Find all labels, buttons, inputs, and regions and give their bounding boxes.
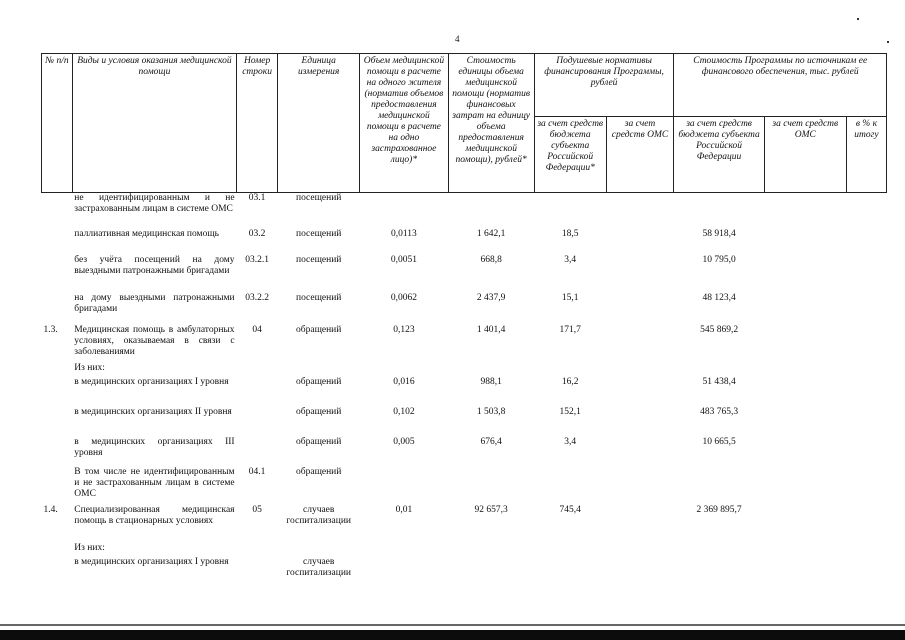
table-body (42, 193, 887, 583)
header-volume: Объем медицинской помощи в расчете на одного жителя (норматив объемов предоставления медицинской помощи в расчете на одно застрахованное лицо)* (360, 54, 448, 193)
cell-volume: 0,0051 (390, 254, 417, 265)
cell-unit (278, 363, 360, 377)
cell-cost: 1 642,1 (476, 228, 506, 239)
cell-name: в медицинских организациях I уровня (74, 376, 229, 387)
cell-row: 03.2 (248, 228, 266, 239)
cell-norm-budget: 171,7 (559, 324, 581, 335)
cell-program-budget: 483 765,3 (700, 406, 739, 417)
page-number: 4 (455, 34, 460, 44)
cell-cost: 676,4 (480, 436, 502, 447)
cell-num (42, 193, 73, 229)
cell-num (42, 437, 73, 467)
cell-name: без учёта посещений на дому выездными патронажными бригадами (74, 254, 235, 276)
cell-name: в медицинских организациях II уровня (74, 406, 232, 417)
table-row (42, 255, 887, 293)
cell-volume (360, 543, 448, 557)
cell-norm-budget: 3,4 (564, 436, 577, 447)
table-row (42, 377, 887, 407)
cell-norm-budget (534, 543, 606, 557)
cell-unit (278, 543, 360, 557)
header-norms-oms: за счет средств ОМС (606, 117, 674, 193)
header-norms: Подушевые нормативы финансирования Программы, рублей (534, 54, 674, 117)
cell-cost (448, 557, 534, 583)
cell-num: 1.4. (43, 504, 58, 515)
cell-name: паллиативная медицинская помощь (74, 228, 219, 239)
cell-norm-budget (534, 557, 606, 583)
cell-cost: 1 503,8 (476, 406, 506, 417)
cell-unit: обращений (296, 436, 342, 447)
header-program-budget: за счет средств бюджета субъекта Российской Федерации (674, 117, 764, 193)
scan-speck (857, 18, 859, 20)
cell-name: Специализированная медицинская помощь в стационарных условиях (74, 504, 235, 526)
cell-row (237, 437, 278, 467)
header-num: № п/п (42, 54, 73, 193)
cell-norm-budget: 745,4 (559, 504, 581, 515)
cell-volume (360, 363, 448, 377)
cell-row (237, 363, 278, 377)
cell-program-budget: 545 869,2 (700, 324, 739, 335)
cell-volume (360, 557, 448, 583)
cell-row: 05 (252, 504, 262, 515)
cell-num (42, 557, 73, 583)
header-program-oms: за счет средств ОМС (764, 117, 846, 193)
cell-row (237, 543, 278, 557)
cell-volume: 0,102 (393, 406, 415, 417)
cell-name: не идентифицированным и не застрахованным лицам в системе ОМС (74, 193, 235, 214)
header-kind: Виды и условия оказания медицинской помощи (72, 54, 236, 193)
cell-volume (360, 467, 448, 505)
cell-unit: посещений (295, 228, 342, 239)
cell-row (237, 557, 278, 583)
scan-edge-line (0, 624, 905, 626)
cell-unit: посещений (295, 292, 342, 303)
table-row (42, 467, 887, 505)
financing-table (41, 53, 887, 583)
cell-unit: обращений (296, 466, 342, 477)
cell-volume: 0,123 (393, 324, 415, 335)
header-program-pct: в % к итогу (846, 117, 886, 193)
cell-cost (448, 467, 534, 505)
cell-program-budget: 58 918,4 (702, 228, 736, 239)
cell-row: 03.2.2 (245, 292, 269, 303)
table-row (42, 505, 887, 543)
cell-row (237, 377, 278, 407)
cell-program-budget: 48 123,4 (702, 292, 736, 303)
cell-program-budget (674, 193, 764, 229)
cell-num (42, 293, 73, 325)
cell-norm-budget (534, 193, 606, 229)
table-row (42, 325, 887, 363)
table-row (42, 363, 887, 377)
table-row (42, 293, 887, 325)
scan-edge-bar (0, 630, 905, 640)
table-row (42, 407, 887, 437)
cell-name: на дому выездными патронажными бригадами (74, 292, 235, 314)
cell-name: В том числе не идентифицированным и не застрахованным лицам в системе ОМС (74, 466, 235, 499)
cell-row: 03.2.1 (245, 254, 269, 265)
cell-volume (360, 193, 448, 229)
header-program: Стоимость Программы по источникам ее финансового обеспечения, тыс. рублей (674, 54, 887, 117)
cell-cost: 988,1 (480, 376, 502, 387)
cell-unit: случаев госпитализации (286, 504, 352, 526)
cell-num (42, 229, 73, 255)
cell-cost: 2 437,9 (476, 292, 506, 303)
cell-cost (448, 193, 534, 229)
cell-num (42, 543, 73, 557)
cell-volume: 0,0113 (391, 228, 417, 239)
cell-volume: 0,005 (393, 436, 415, 447)
cell-unit: обращений (296, 324, 342, 335)
cell-program-budget (674, 363, 764, 377)
cell-norm-budget: 16,2 (561, 376, 579, 387)
cell-cost: 668,8 (480, 254, 502, 265)
cell-volume: 0,01 (395, 504, 413, 515)
cell-num (42, 467, 73, 505)
cell-name: Из них: (74, 362, 105, 373)
cell-unit: обращений (296, 406, 342, 417)
cell-cost: 1 401,4 (476, 324, 506, 335)
table-row (42, 193, 887, 229)
cell-norm-budget: 15,1 (561, 292, 579, 303)
cell-num (42, 377, 73, 407)
cell-cost: 92 657,3 (474, 504, 508, 515)
cell-norm-budget (534, 363, 606, 377)
cell-unit: обращений (296, 376, 342, 387)
cell-row: 04.1 (248, 466, 266, 477)
cell-cost (448, 363, 534, 377)
cell-unit: случаев госпитализации (286, 556, 352, 578)
cell-program-budget: 10 795,0 (702, 254, 736, 265)
cell-norm-budget: 152,1 (559, 406, 581, 417)
cell-name: Медицинская помощь в амбулаторных условиях, оказываемая в связи с заболеваниями (74, 324, 235, 357)
cell-volume: 0,016 (393, 376, 415, 387)
cell-program-budget: 10 665,5 (702, 436, 736, 447)
cell-row: 04 (252, 324, 262, 335)
cell-num: 1.3. (43, 324, 58, 335)
header-norms-budget: за счет средств бюджета субъекта Российской Федерации* (534, 117, 606, 193)
cell-program-budget (674, 557, 764, 583)
table-row (42, 437, 887, 467)
table-row (42, 557, 887, 583)
cell-volume: 0,0062 (390, 292, 417, 303)
cell-num (42, 407, 73, 437)
cell-name: Из них: (74, 542, 105, 553)
cell-num (42, 255, 73, 293)
cell-program-budget (674, 467, 764, 505)
cell-program-budget: 51 438,4 (702, 376, 736, 387)
table-row (42, 543, 887, 557)
header-row: Номер строки (237, 54, 278, 193)
cell-name: в медицинских организациях III уровня (74, 436, 235, 458)
cell-norm-budget: 3,4 (564, 254, 577, 265)
cell-row: 03.1 (248, 193, 266, 203)
cell-name: в медицинских организациях I уровня (74, 556, 229, 567)
cell-norm-budget: 18,5 (561, 228, 579, 239)
cell-cost (448, 543, 534, 557)
cell-program-budget (674, 543, 764, 557)
cell-num (42, 363, 73, 377)
header-unit: Единица измерения (278, 54, 360, 193)
cell-norm-budget (534, 467, 606, 505)
header-cost: Стоимость единицы объема медицинской помощи (норматив финансовых затрат на единицу объема предоставления медицинской помощи), рублей* (448, 54, 534, 193)
cell-program-budget: 2 369 895,7 (696, 504, 742, 515)
cell-unit: посещений (295, 254, 342, 265)
cell-row (237, 407, 278, 437)
table-row (42, 229, 887, 255)
scan-speck (887, 41, 889, 43)
cell-unit: посещений (295, 193, 342, 203)
